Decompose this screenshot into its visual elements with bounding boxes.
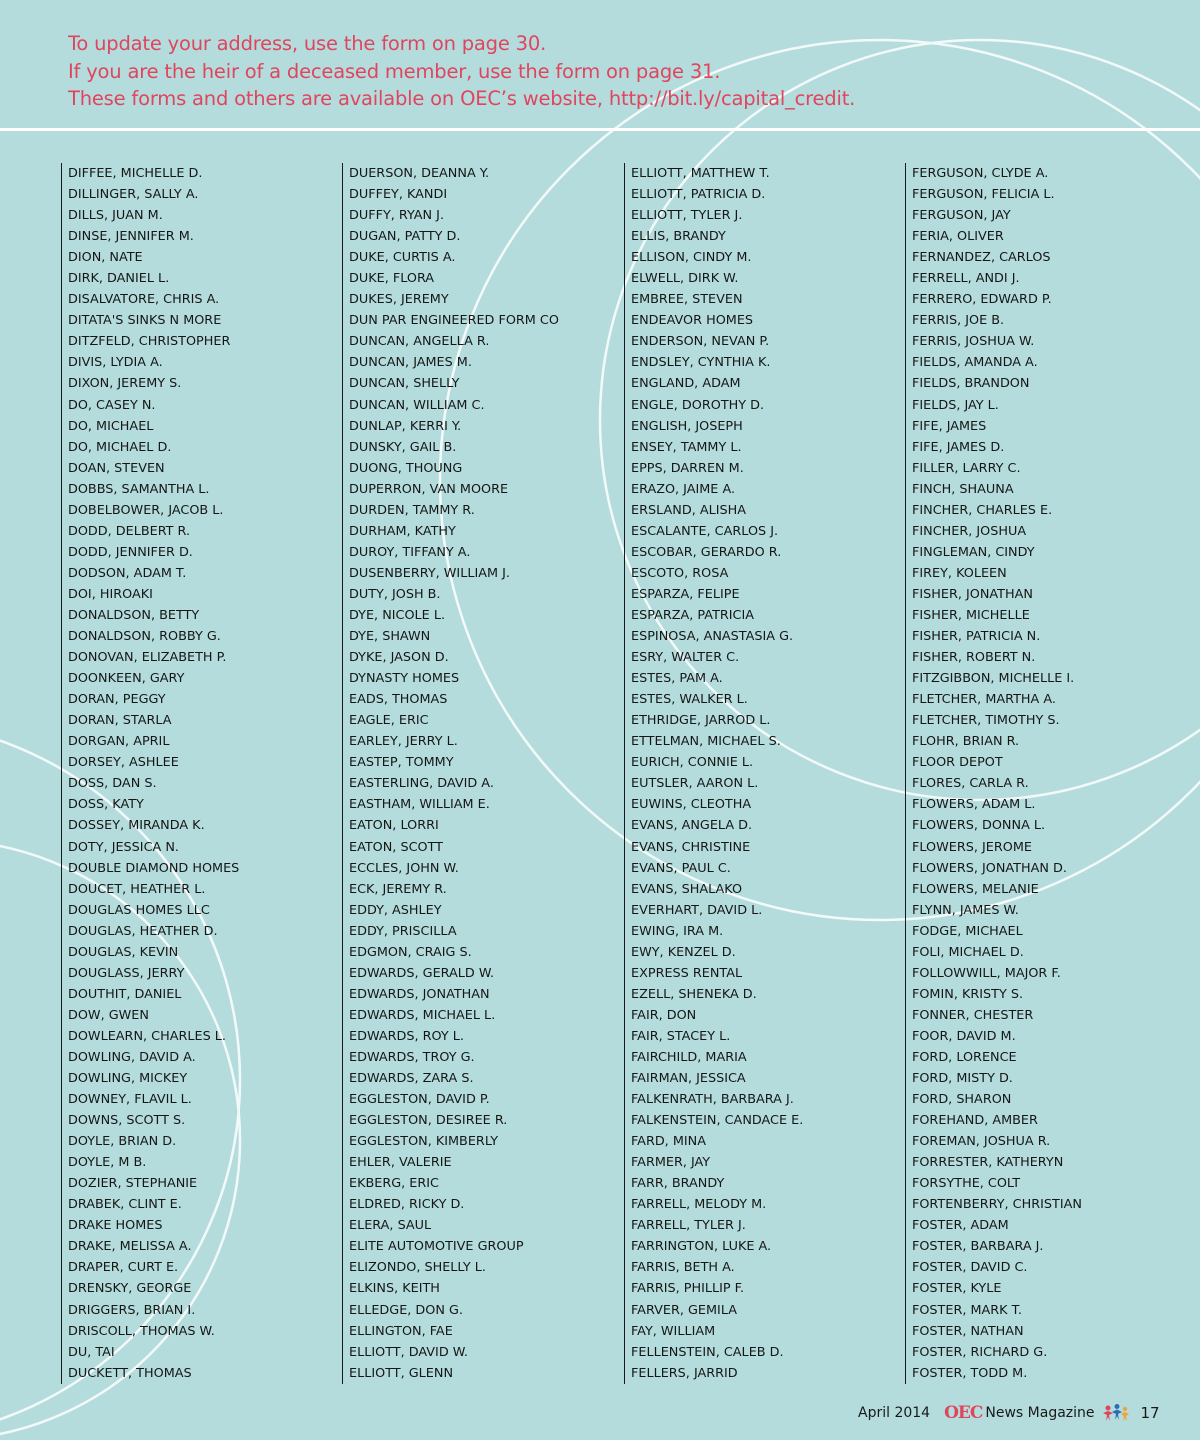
member-name-entry: DISALVATORE, CHRIS A. <box>68 292 220 308</box>
member-name-entry: DRAPER, CURT E. <box>68 1260 179 1276</box>
member-name-entry: EMBREE, STEVEN <box>631 292 743 308</box>
member-name-entry: FOREMAN, JOSHUA R. <box>912 1134 1051 1150</box>
member-name-entry: FISHER, ROBERT N. <box>912 650 1036 666</box>
member-name-entry: DUSENBERRY, WILLIAM J. <box>349 565 510 581</box>
member-name-entry: FERGUSON, JAY <box>912 208 1011 224</box>
member-name-entry: ELLIOTT, GLENN <box>349 1365 454 1381</box>
member-name-entry: EVANS, SHALAKO <box>631 881 743 897</box>
member-name-entry: DUFFY, RYAN J. <box>349 208 445 224</box>
page-footer <box>858 1401 1160 1425</box>
member-name-entry: EDDY, ASHLEY <box>349 902 442 918</box>
notice-line-heir-form: If you are the heir of a deceased member, use the form on page 31. <box>68 59 721 83</box>
member-name-entry: DOYLE, M B. <box>68 1155 147 1171</box>
member-name-entry: FERGUSON, FELICIA L. <box>912 187 1055 203</box>
member-name-entry: FOSTER, KYLE <box>912 1281 1002 1297</box>
notice-line-website: These forms and others are available on OEC’s website, http://bit.ly/capital_credit. <box>68 87 856 110</box>
member-name-entry: EDWARDS, ZARA S. <box>349 1071 474 1087</box>
member-name-entry: DOUGLASS, JERRY <box>68 965 185 981</box>
member-name-entry: FLETCHER, MARTHA A. <box>912 692 1056 708</box>
member-name-entry: FARMER, JAY <box>631 1155 711 1171</box>
member-name-entry: DURDEN, TAMMY R. <box>349 502 475 518</box>
member-name-entry: DONALDSON, ROBBY G. <box>68 629 221 645</box>
member-name-entry: FLOWERS, MELANIE <box>912 881 1039 897</box>
member-name-entry: DUN PAR ENGINEERED FORM CO <box>349 313 559 329</box>
member-name-entry: DUNLAP, KERRI Y. <box>349 418 462 434</box>
member-name-entry: FAY, WILLIAM <box>631 1323 716 1339</box>
member-name-entry: DUPERRON, VAN MOORE <box>349 481 509 497</box>
member-name-entry: FINCHER, CHARLES E. <box>912 502 1053 518</box>
member-name-entry: FITZGIBBON, MICHELLE I. <box>912 671 1075 687</box>
name-column-3 <box>624 163 894 1384</box>
member-name-entry: FODGE, MICHAEL <box>912 923 1023 939</box>
member-name-entry: ELERA, SAUL <box>349 1218 432 1234</box>
member-name-entry: FLETCHER, TIMOTHY S. <box>912 713 1060 729</box>
member-name-entry: FISHER, PATRICIA N. <box>912 629 1041 645</box>
member-name-entry: FERRIS, JOE B. <box>912 313 1005 329</box>
member-name-entry: ELLIOTT, TYLER J. <box>631 208 743 224</box>
member-name-entry: DYNASTY HOMES <box>349 671 460 687</box>
member-name-entry: ELLINGTON, FAE <box>349 1323 453 1339</box>
member-name-entry: FAIR, DON <box>631 1007 697 1023</box>
member-name-entry: ELDRED, RICKY D. <box>349 1197 465 1213</box>
member-name-entry: FIELDS, BRANDON <box>912 376 1030 392</box>
member-name-entry: FERRELL, ANDI J. <box>912 271 1020 287</box>
member-name-entry: DUKE, FLORA <box>349 271 435 287</box>
member-name-entry: FOSTER, NATHAN <box>912 1323 1024 1339</box>
address-update-notice <box>68 30 855 113</box>
member-name-entry: DUKE, CURTIS A. <box>349 250 456 266</box>
member-name-entry: ESCALANTE, CARLOS J. <box>631 523 779 539</box>
member-name-entry: DUNSKY, GAIL B. <box>349 439 457 455</box>
member-name-entry: FLOHR, BRIAN R. <box>912 734 1020 750</box>
member-name-entry: DUNCAN, SHELLY <box>349 376 460 392</box>
member-name-entry: EDWARDS, JONATHAN <box>349 986 490 1002</box>
member-name-entry: EASTERLING, DAVID A. <box>349 776 494 792</box>
member-name-entry: DOUGLAS, HEATHER D. <box>68 923 218 939</box>
name-column-1 <box>61 163 331 1384</box>
member-name-entry: DURHAM, KATHY <box>349 523 456 539</box>
member-name-entry: DORAN, PEGGY <box>68 692 166 708</box>
member-name-entry: DYKE, JASON D. <box>349 650 449 666</box>
member-name-entry: EZELL, SHENEKA D. <box>631 986 757 1002</box>
member-name-entry: DRENSKY, GEORGE <box>68 1281 192 1297</box>
member-name-entry: DOUBLE DIAMOND HOMES <box>68 860 240 876</box>
member-name-entry: ENGLE, DOROTHY D. <box>631 397 765 413</box>
member-name-entry: FOSTER, RICHARD G. <box>912 1344 1048 1360</box>
member-name-entry: FOSTER, BARBARA J. <box>912 1239 1044 1255</box>
member-name-entry: EATON, SCOTT <box>349 839 443 855</box>
member-name-entry: EVANS, CHRISTINE <box>631 839 751 855</box>
member-name-entry: ESPARZA, PATRICIA <box>631 607 755 623</box>
member-name-entry: EASTEP, TOMMY <box>349 755 454 771</box>
member-name-entry: EVERHART, DAVID L. <box>631 902 763 918</box>
member-name-entry: FARRIS, PHILLIP F. <box>631 1281 745 1297</box>
member-name-entry: FIELDS, JAY L. <box>912 397 999 413</box>
member-name-entry: EDWARDS, MICHAEL L. <box>349 1007 496 1023</box>
member-name-entry: ESTES, WALKER L. <box>631 692 748 708</box>
member-name-entry: DILLS, JUAN M. <box>68 208 163 224</box>
member-name-entry: DYE, SHAWN <box>349 629 431 645</box>
member-name-entry: DITZFELD, CHRISTOPHER <box>68 334 231 350</box>
member-name-entry: DU, TAI <box>68 1344 115 1360</box>
member-name-entry: EDGMON, CRAIG S. <box>349 944 472 960</box>
member-name-entry: DOWNS, SCOTT S. <box>68 1113 186 1129</box>
member-name-entry: ERSLAND, ALISHA <box>631 502 746 518</box>
member-name-entry: ELIZONDO, SHELLY L. <box>349 1260 486 1276</box>
member-name-entry: FARRELL, TYLER J. <box>631 1218 746 1234</box>
member-name-entry: FLYNN, JAMES W. <box>912 902 1019 918</box>
header-divider <box>0 128 1200 131</box>
member-name-entry: DOBELBOWER, JACOB L. <box>68 502 224 518</box>
member-name-entry: ELLEDGE, DON G. <box>349 1302 463 1318</box>
member-name-entry: FORRESTER, KATHERYN <box>912 1155 1064 1171</box>
member-name-entry: FISHER, JONATHAN <box>912 586 1033 602</box>
member-name-entry: DIRK, DANIEL L. <box>68 271 170 287</box>
member-name-entry: DONALDSON, BETTY <box>68 607 200 623</box>
member-name-entry: DOWNEY, FLAVIL L. <box>68 1092 192 1108</box>
member-name-entry: FIELDS, AMANDA A. <box>912 355 1038 371</box>
member-name-entry: EGGLESTON, DAVID P. <box>349 1092 490 1108</box>
member-name-entry: DRABEK, CLINT E. <box>68 1197 182 1213</box>
member-name-entry: FINGLEMAN, CINDY <box>912 544 1035 560</box>
member-name-entry: DUNCAN, JAMES M. <box>349 355 472 371</box>
star-figures-icon <box>1101 1403 1131 1423</box>
member-name-entry: FOSTER, DAVID C. <box>912 1260 1028 1276</box>
member-name-entry: DOW, GWEN <box>68 1007 149 1023</box>
member-name-entry: EWY, KENZEL D. <box>631 944 736 960</box>
member-name-entry: DUFFEY, KANDI <box>349 187 448 203</box>
member-name-entry: FORTENBERRY, CHRISTIAN <box>912 1197 1082 1213</box>
issue-date: April 2014 <box>858 1405 931 1421</box>
member-name-entry: DORAN, STARLA <box>68 713 172 729</box>
member-name-entry: ESRY, WALTER C. <box>631 650 740 666</box>
member-name-entry: ELWELL, DIRK W. <box>631 271 739 287</box>
member-name-entry: FORD, SHARON <box>912 1092 1012 1108</box>
member-name-entry: ESCOTO, ROSA <box>631 565 729 581</box>
member-name-entry: EGGLESTON, DESIREE R. <box>349 1113 508 1129</box>
member-name-entry: FERRERO, EDWARD P. <box>912 292 1052 308</box>
member-name-entry: ENGLISH, JOSEPH <box>631 418 743 434</box>
member-name-entry: DUERSON, DEANNA Y. <box>349 166 490 181</box>
member-name-entry: EDWARDS, GERALD W. <box>349 965 495 981</box>
member-name-entry: DRIGGERS, BRIAN I. <box>68 1302 196 1318</box>
member-name-entry: DION, NATE <box>68 250 143 266</box>
member-name-entry: DODSON, ADAM T. <box>68 565 187 581</box>
member-name-entry: ENSEY, TAMMY L. <box>631 439 742 455</box>
member-name-entry: FAIRCHILD, MARIA <box>631 1049 747 1065</box>
member-name-entry: DRAKE, MELISSA A. <box>68 1239 192 1255</box>
member-name-entry: ENGLAND, ADAM <box>631 376 741 392</box>
member-name-entry: DOZIER, STEPHANIE <box>68 1176 198 1192</box>
member-name-entry: FORD, LORENCE <box>912 1049 1017 1065</box>
member-name-entry: DOSSEY, MIRANDA K. <box>68 818 205 834</box>
member-name-entry: FOMIN, KRISTY S. <box>912 986 1024 1002</box>
member-name-entry: DOUGLAS HOMES LLC <box>68 902 210 918</box>
member-name-entry: FOLLOWWILL, MAJOR F. <box>912 965 1061 981</box>
member-name-entry: ESCOBAR, GERARDO R. <box>631 544 782 560</box>
member-name-entry: ETHRIDGE, JARROD L. <box>631 713 771 729</box>
member-name-entry: FISHER, MICHELLE <box>912 607 1030 623</box>
member-name-entry: FLOWERS, JEROME <box>912 839 1032 855</box>
notice-line-address-form: To update your address, use the form on page 30. <box>68 32 547 55</box>
member-name-entry: DOWLING, DAVID A. <box>68 1049 196 1065</box>
member-name-entry: ENDSLEY, CYNTHIA K. <box>631 355 771 371</box>
member-name-entry: DUONG, THOUNG <box>349 460 463 476</box>
member-name-entry: DOSS, DAN S. <box>68 776 157 792</box>
member-name-entry: FLOWERS, DONNA L. <box>912 818 1046 834</box>
member-name-entry: DUROY, TIFFANY A. <box>349 544 471 560</box>
member-name-entry: ELLIOTT, MATTHEW T. <box>631 166 770 181</box>
member-name-entry: DODD, DELBERT R. <box>68 523 191 539</box>
member-name-entry: EDDY, PRISCILLA <box>349 923 457 939</box>
member-name-entry: FOOR, DAVID M. <box>912 1028 1016 1044</box>
member-name-entry: DRISCOLL, THOMAS W. <box>68 1323 215 1339</box>
member-name-entry: DOUGLAS, KEVIN <box>68 944 179 960</box>
magazine-name: News Magazine <box>985 1405 1095 1421</box>
page-number: 17 <box>1140 1404 1160 1422</box>
member-name-entry: FOLI, MICHAEL D. <box>912 944 1024 960</box>
member-name-entry: FARD, MINA <box>631 1134 706 1150</box>
member-name-entry: ELLISON, CINDY M. <box>631 250 752 266</box>
member-name-entry: DOWLEARN, CHARLES L. <box>68 1028 226 1044</box>
member-name-entry: FOREHAND, AMBER <box>912 1113 1038 1129</box>
member-name-entry: ESPINOSA, ANASTASIA G. <box>631 629 794 645</box>
member-name-entry: EWING, IRA M. <box>631 923 724 939</box>
member-name-entry: EARLEY, JERRY L. <box>349 734 458 750</box>
member-name-entry: FONNER, CHESTER <box>912 1007 1034 1023</box>
member-name-entry: EUWINS, CLEOTHA <box>631 797 752 813</box>
member-name-entry: DODD, JENNIFER D. <box>68 544 193 560</box>
member-name-entry: DOONKEEN, GARY <box>68 671 185 687</box>
member-name-entry: EVANS, ANGELA D. <box>631 818 753 834</box>
member-name-entry: FLOOR DEPOT <box>912 755 1003 771</box>
member-name-entry: ENDEAVOR HOMES <box>631 313 754 329</box>
member-name-entry: FERNANDEZ, CARLOS <box>912 250 1051 266</box>
member-name-entry: DOI, HIROAKI <box>68 586 153 602</box>
member-name-entry: ESTES, PAM A. <box>631 671 723 687</box>
member-name-entry: DORSEY, ASHLEE <box>68 755 179 771</box>
member-name-entry: EATON, LORRI <box>349 818 439 834</box>
member-name-entry: ELLIS, BRANDY <box>631 229 726 245</box>
member-name-entry: DOSS, KATY <box>68 797 144 813</box>
member-name-entry: FINCHER, JOSHUA <box>912 523 1027 539</box>
member-name-entry: FOSTER, MARK T. <box>912 1302 1022 1318</box>
member-name-entry: EDWARDS, ROY L. <box>349 1028 464 1044</box>
member-name-entry: EGGLESTON, KIMBERLY <box>349 1134 499 1150</box>
member-name-entry: DOUTHIT, DANIEL <box>68 986 182 1002</box>
member-name-entry: FERRIS, JOSHUA W. <box>912 334 1035 350</box>
member-name-entry: FAIRMAN, JESSICA <box>631 1071 746 1087</box>
member-name-entry: FERGUSON, CLYDE A. <box>912 166 1049 181</box>
member-name-entry: FLOWERS, ADAM L. <box>912 797 1036 813</box>
member-name-entry: DILLINGER, SALLY A. <box>68 187 199 203</box>
member-name-entry: DO, MICHAEL <box>68 418 154 434</box>
member-name-entry: FELLERS, JARRID <box>631 1365 738 1381</box>
member-name-entry: DUTY, JOSH B. <box>349 586 441 602</box>
member-name-entry: EAGLE, ERIC <box>349 713 429 729</box>
member-name-entry: FIREY, KOLEEN <box>912 565 1007 581</box>
member-name-entry: EKBERG, ERIC <box>349 1176 439 1192</box>
member-name-entry: DOAN, STEVEN <box>68 460 165 476</box>
member-name-entry: DO, CASEY N. <box>68 397 156 413</box>
member-name-entry: DUNCAN, WILLIAM C. <box>349 397 485 413</box>
member-name-entry: DUCKETT, THOMAS <box>68 1365 192 1381</box>
member-name-entry: ECK, JEREMY R. <box>349 881 447 897</box>
member-name-entry: DUGAN, PATTY D. <box>349 229 461 245</box>
member-name-entry: EUTSLER, AARON L. <box>631 776 759 792</box>
member-name-entry: DIXON, JEREMY S. <box>68 376 182 392</box>
member-name-entry: DOTY, JESSICA N. <box>68 839 179 855</box>
member-name-entry: EDWARDS, TROY G. <box>349 1049 475 1065</box>
member-name-entry: FERIA, OLIVER <box>912 229 1004 245</box>
member-name-entry: DORGAN, APRIL <box>68 734 170 750</box>
member-name-entry: FIFE, JAMES <box>912 418 987 434</box>
member-name-entry: DO, MICHAEL D. <box>68 439 172 455</box>
member-name-entry: EPPS, DARREN M. <box>631 460 744 476</box>
member-name-entry: DOWLING, MICKEY <box>68 1071 188 1087</box>
member-name-entry: EADS, THOMAS <box>349 692 448 708</box>
member-name-entry: FORSYTHE, COLT <box>912 1176 1021 1192</box>
member-name-entry: ELKINS, KEITH <box>349 1281 440 1297</box>
member-name-entry: FINCH, SHAUNA <box>912 481 1014 497</box>
member-name-entry: FARRINGTON, LUKE A. <box>631 1239 772 1255</box>
member-name-entry: DYE, NICOLE L. <box>349 607 446 623</box>
member-name-entry: EVANS, PAUL C. <box>631 860 731 876</box>
member-name-entry: EHLER, VALERIE <box>349 1155 452 1171</box>
member-name-entry: FLORES, CARLA R. <box>912 776 1029 792</box>
member-name-entry: DONOVAN, ELIZABETH P. <box>68 650 227 666</box>
member-name-entry: ELITE AUTOMOTIVE GROUP <box>349 1239 524 1255</box>
member-name-entry: DUNCAN, ANGELLA R. <box>349 334 490 350</box>
member-name-entry: DOBBS, SAMANTHA L. <box>68 481 210 497</box>
member-name-entry: FARR, BRANDY <box>631 1176 725 1192</box>
member-name-entry: ETTELMAN, MICHAEL S. <box>631 734 781 750</box>
member-name-entry: DIVIS, LYDIA A. <box>68 355 163 371</box>
member-name-entry: EXPRESS RENTAL <box>631 965 743 981</box>
member-name-entry: FALKENSTEIN, CANDACE E. <box>631 1113 804 1129</box>
member-name-entry: FARVER, GEMILA <box>631 1302 737 1318</box>
member-name-entry: FIFE, JAMES D. <box>912 439 1005 455</box>
member-name-entry: FARRELL, MELODY M. <box>631 1197 767 1213</box>
member-name-entry: FARRIS, BETH A. <box>631 1260 735 1276</box>
member-name-entry: ECCLES, JOHN W. <box>349 860 459 876</box>
name-column-4 <box>905 163 1175 1384</box>
member-name-entry: ENDERSON, NEVAN P. <box>631 334 770 350</box>
member-name-entry: DOYLE, BRIAN D. <box>68 1134 177 1150</box>
member-name-entry: ERAZO, JAIME A. <box>631 481 736 497</box>
member-name-entry: FELLENSTEIN, CALEB D. <box>631 1344 784 1360</box>
member-name-entry: FOSTER, ADAM <box>912 1218 1009 1234</box>
member-name-entry: FAIR, STACEY L. <box>631 1028 731 1044</box>
member-name-entry: DUKES, JEREMY <box>349 292 449 308</box>
member-name-entry: EASTHAM, WILLIAM E. <box>349 797 490 813</box>
member-name-entry: FLOWERS, JONATHAN D. <box>912 860 1067 876</box>
member-name-entry: FOSTER, TODD M. <box>912 1365 1028 1381</box>
oec-logo-text: OEC <box>944 1403 983 1423</box>
member-name-entry: FORD, MISTY D. <box>912 1071 1013 1087</box>
member-name-entry: DITATA'S SINKS N MORE <box>68 313 222 329</box>
member-name-entry: DRAKE HOMES <box>68 1218 163 1234</box>
member-name-entry: FILLER, LARRY C. <box>912 460 1021 476</box>
member-name-entry: ELLIOTT, DAVID W. <box>349 1344 469 1360</box>
member-name-entry: FALKENRATH, BARBARA J. <box>631 1092 794 1108</box>
member-name-entry: DINSE, JENNIFER M. <box>68 229 194 245</box>
member-name-entry: EURICH, CONNIE L. <box>631 755 754 771</box>
member-name-entry: ELLIOTT, PATRICIA D. <box>631 187 766 203</box>
member-name-entry: DIFFEE, MICHELLE D. <box>68 166 203 181</box>
name-column-2 <box>342 163 612 1384</box>
member-name-entry: ESPARZA, FELIPE <box>631 586 740 602</box>
member-name-entry: DOUCET, HEATHER L. <box>68 881 206 897</box>
